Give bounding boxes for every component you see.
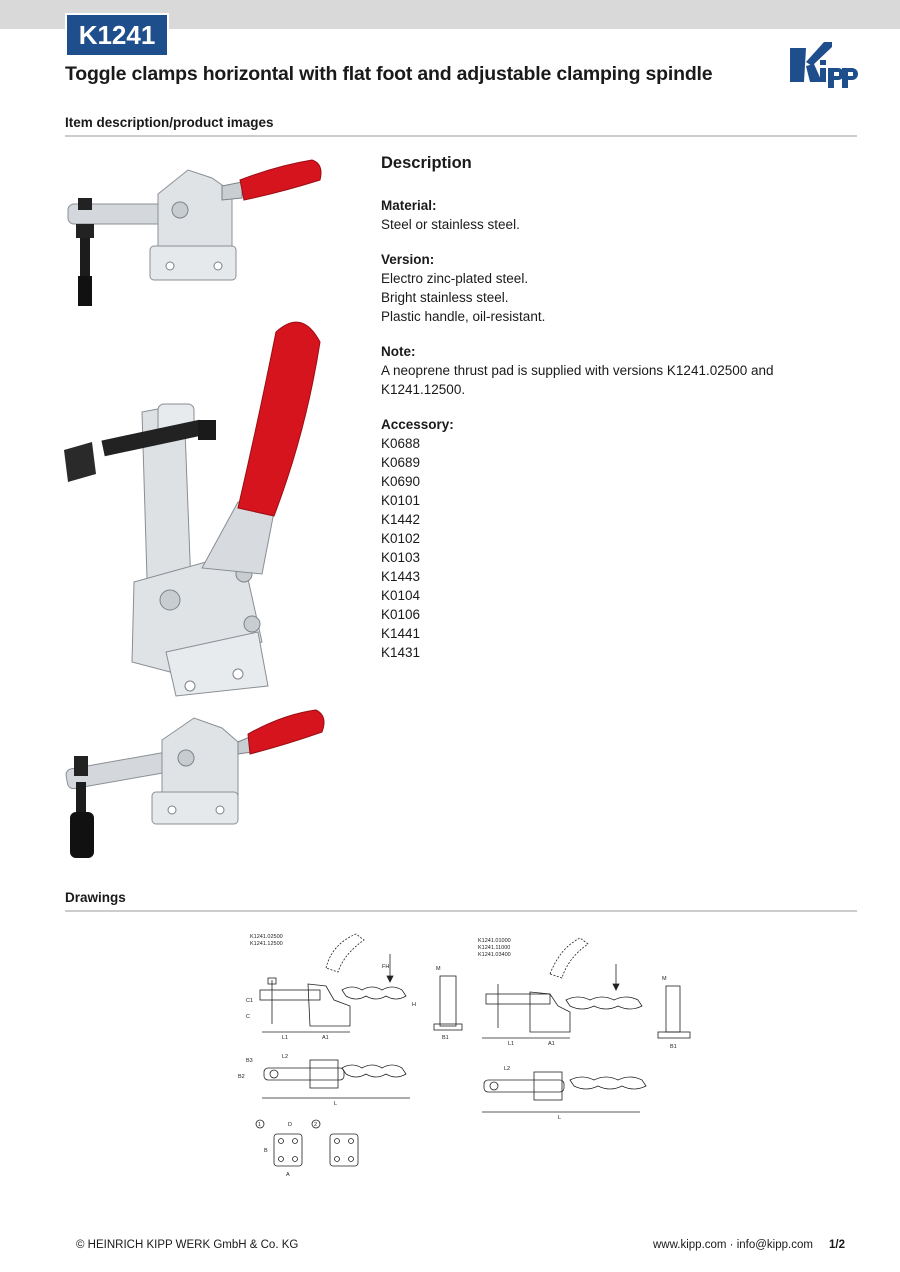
drawing-foot-plates (256, 1120, 358, 1178)
drawing-left-side-view (246, 934, 416, 1041)
drawing-right-top-view (482, 1066, 646, 1121)
accessory-item[interactable]: K0690 (381, 474, 421, 489)
version-line: Electro zinc-plated steel. (381, 271, 529, 286)
dim-label-c: C (246, 1014, 250, 1020)
accessory-item[interactable]: K0103 (381, 550, 421, 565)
version-label: Version: (381, 252, 435, 267)
variant-label: K1241.02500 (250, 934, 283, 940)
kipp-logo (784, 38, 858, 92)
drawing-left-top-view (238, 1054, 410, 1107)
variant-label: K1241.03400 (478, 952, 511, 958)
section-divider (65, 910, 857, 912)
technical-drawings (230, 928, 700, 1188)
dim-label-a1: A1 (322, 1035, 329, 1041)
dim-label-b2: B2 (238, 1074, 245, 1080)
dim-label-c1: C1 (246, 998, 254, 1004)
version-line: Plastic handle, oil-resistant. (381, 309, 546, 324)
dim-label-b1: B1 (442, 1035, 449, 1041)
dim-label-a1: A1 (548, 1041, 555, 1047)
accessory-item[interactable]: K0101 (381, 493, 421, 508)
accessory-item[interactable]: K0104 (381, 588, 421, 603)
product-image-clamp-open (62, 312, 327, 704)
variant-label: K1241.11000 (478, 945, 511, 951)
accessory-item[interactable]: K1443 (381, 569, 421, 584)
product-image-clamp-thrust-pad (62, 700, 327, 868)
dim-label-b: B (264, 1148, 268, 1154)
drawing-right-front-view (658, 976, 690, 1050)
accessory-item[interactable]: K1441 (381, 626, 421, 641)
dim-label-m: M (662, 976, 667, 982)
dim-label-m: M (436, 966, 441, 972)
drawing-right-side-view (478, 938, 642, 1047)
variant-label: K1241.01000 (478, 938, 511, 944)
drawing-left-front-view (434, 966, 462, 1041)
dim-label-l2: L2 (504, 1066, 511, 1072)
accessory-item[interactable]: K1442 (381, 512, 421, 527)
dim-label-l: L (334, 1101, 338, 1107)
dim-label-l1: L1 (282, 1035, 289, 1041)
accessory-item[interactable]: K0106 (381, 607, 421, 622)
description-heading: Description (381, 154, 472, 172)
page-number: 1/2 (829, 1239, 845, 1251)
description-panel (381, 152, 861, 678)
section-heading-drawings: Drawings (65, 890, 126, 905)
material-text: Steel or stainless steel. (381, 217, 520, 232)
material-label: Material: (381, 198, 437, 213)
section-heading-item-images: Item description/product images (65, 115, 274, 130)
foot-variant-number: 2 (314, 1122, 318, 1128)
footer-contact-link[interactable]: www.kipp.com · info@kipp.com (653, 1239, 813, 1251)
variant-label: K1241.12500 (250, 941, 283, 947)
dim-label-l1: L1 (508, 1041, 515, 1047)
material-block (381, 196, 861, 234)
dim-label-b3: B3 (246, 1058, 253, 1064)
note-text: A neoprene thrust pad is supplied with versions K1241.02500 and K1241.12500. (381, 363, 774, 397)
note-block (381, 342, 861, 399)
foot-variant-number: 1 (258, 1122, 262, 1128)
product-image-clamp-horizontal (62, 148, 327, 313)
dim-label-l2: L2 (282, 1054, 289, 1060)
page-title: Toggle clamps horizontal with flat foot and adjustable clamping spindle (65, 63, 713, 85)
dim-label-d: D (288, 1122, 292, 1128)
footer-copyright: © HEINRICH KIPP WERK GmbH & Co. KG (76, 1239, 299, 1251)
dim-label-b1: B1 (670, 1044, 677, 1050)
accessory-block (381, 415, 861, 662)
accessory-label: Accessory: (381, 417, 454, 432)
version-block (381, 250, 861, 326)
product-number-badge: K1241 (65, 13, 169, 57)
version-line: Bright stainless steel. (381, 290, 509, 305)
dim-label-fh: FH (382, 964, 390, 970)
accessory-item[interactable]: K1431 (381, 645, 421, 660)
accessory-item[interactable]: K0688 (381, 436, 421, 451)
dim-label-h: H (412, 1002, 416, 1008)
dim-label-l: L (558, 1115, 562, 1121)
dim-label-a: A (286, 1172, 290, 1178)
section-divider (65, 135, 857, 137)
accessory-item[interactable]: K0102 (381, 531, 421, 546)
accessory-item[interactable]: K0689 (381, 455, 421, 470)
note-label: Note: (381, 344, 416, 359)
